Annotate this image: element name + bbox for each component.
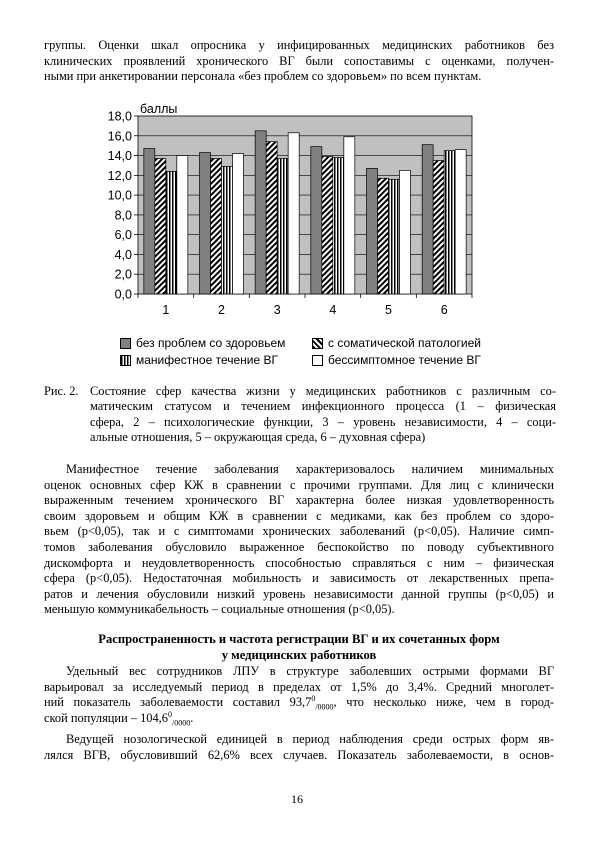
y-tick-label: 6,0 [114,228,132,243]
y-tick-label: 8,0 [114,208,132,223]
bar [311,147,322,294]
section-heading [44,632,554,663]
text-line-with-permille [44,711,554,727]
y-tick-label: 16,0 [107,129,132,144]
caption-line: матическим статусом и течением инфекционного процесса (1 – физическая [90,399,556,414]
legend-label: бессимптомное течение ВГ [328,353,481,367]
text-line: клинических проявлений хронического ВГ были сопоставимы с оценками, получен- [44,53,554,68]
text-line: дискомфорта и неудовлетворенность способностью справляться с ним – физическая [44,555,554,570]
legend-swatch-diagonal [312,338,323,349]
x-tick-label: 2 [218,303,225,317]
bar [166,171,177,294]
bar [266,142,277,294]
y-tick-label: 14,0 [107,149,132,164]
body-paragraph-hbv [44,732,554,763]
y-axis-label: баллы [140,102,178,116]
heading-line: у медицинских работников [221,647,377,662]
legend-swatch-vertical [120,355,131,366]
text-fragment: , что несколько ниже, чем в город- [333,695,554,710]
bar [200,153,211,294]
y-tick-label: 4,0 [114,247,132,262]
legend-label: манифестное течение ВГ [136,353,279,367]
caption-line: сфера, 2 – психологические функции, 3 – уровень независимости, 4 – соци- [90,414,556,429]
superscript: 0 [311,694,316,704]
subscript: /0000 [171,718,191,728]
bar [389,179,400,294]
bar [322,157,333,294]
body-paragraph-manifest [44,462,554,618]
legend-label: с соматической патологией [328,336,481,350]
x-tick-label: 4 [329,303,337,317]
legend-item-healthy [120,336,285,350]
text-line-with-permille [44,695,554,711]
bar [155,159,166,294]
bar [255,131,266,294]
text-line: Удельный вес сотрудников ЛПУ в структуре заболевших острыми формами ВГ [66,664,554,678]
text-line: группы. Оценки шкал опросника у инфицированных медицинских работников без [44,38,554,52]
x-tick-label: 5 [385,303,392,317]
bar [422,145,433,294]
text-line: оценок основных сфер КЖ в сравнении с прочими группами. Для лиц с клинически [44,477,554,492]
legend-label: без проблем со здоровьем [136,336,286,350]
text-line: сфера (р<0,05). Недостаточная мобильность и зависимость от лекарственных препа- [44,571,554,586]
bar [144,149,155,294]
text-line: меньшую коммуникабельность – социальные отношения (р<0,05). [44,602,395,617]
text-fragment: . [190,710,194,725]
bar [444,151,455,294]
bar [333,158,344,294]
subscript: /0000 [315,702,334,712]
text-line: вьем (р<0,05), так и с симптомами хронических заболеваний (р<0,05). Наличие симп- [44,524,554,539]
chart-svg [88,96,508,336]
bar [455,150,466,294]
body-paragraph-incidence [44,664,554,726]
page-number: 16 [291,792,303,806]
bar [177,156,188,294]
bar [367,168,378,294]
bar [222,166,233,294]
y-tick-label: 18,0 [107,109,132,124]
bar [288,133,299,294]
text-line: выраженным течением хронического ВГ характерна более низкая удовлетворенность [44,493,554,508]
y-tick-label: 2,0 [114,267,132,282]
x-tick-label: 3 [273,303,281,317]
text-line: Ведущей нозологической единицей в период наблюдения среди острых форм яв- [66,732,554,746]
y-tick-label: 0,0 [114,287,132,302]
y-tick-label: 12,0 [107,168,132,183]
text-line: томов заболевания обусловило выраженное беспокойство по поводу субъективного [44,539,554,554]
y-tick-label: 10,0 [107,188,132,203]
legend-item-somatic [312,336,481,350]
bar [400,170,411,294]
bar [433,161,444,295]
text-line: ными при анкетировании персонала «без проблем со здоровьем» по всем пунктам. [44,69,482,84]
bar-chart [88,96,508,372]
bar [344,137,355,294]
text-line: своим здоровьем и общим КЖ в сравнении с медиками, как без проблем со здоро- [44,508,554,523]
bar [378,178,389,294]
text-fragment: ний показатель заболеваемости составил 93,7 [44,695,312,710]
text-fragment: ской популяции – 104,6 [44,710,168,725]
caption-line: альные отношения, 5 – окружающая среда, 6 – духовная сфера) [90,430,426,445]
superscript: 0 [167,709,172,719]
intro-paragraph [44,38,554,85]
text-line: варьировал за исследуемый период в пределах от 1,5% до 3,4%. Средний многолет- [44,679,554,694]
bar [211,159,222,294]
x-tick-label: 6 [440,303,448,317]
caption-body [90,384,556,446]
caption-label: Рис. 2. [44,384,79,398]
bar [277,159,288,294]
bar [233,154,244,294]
x-tick-label: 1 [162,303,170,317]
text-line: ратов и лечения обусловили низкий уровень независимости данной группы (р<0,05) и [44,586,554,601]
legend-swatch-white [312,355,323,366]
text-line: лялся ВГВ, обусловивший 62,6% всех случаев. Показатель заболеваемости, в основ- [44,747,554,762]
legend-swatch-gray [120,338,131,349]
caption-line: Состояние сфер качества жизни у медицинских работников с различным со- [90,384,556,398]
text-line: Манифестное течение заболевания характеризовалось наличием минимальных [66,462,554,476]
legend-item-manifest [120,353,278,367]
heading-line: Распространенность и частота регистрации ВГ и их сочетанных форм [98,632,500,646]
legend-item-asymptomatic [312,353,481,367]
